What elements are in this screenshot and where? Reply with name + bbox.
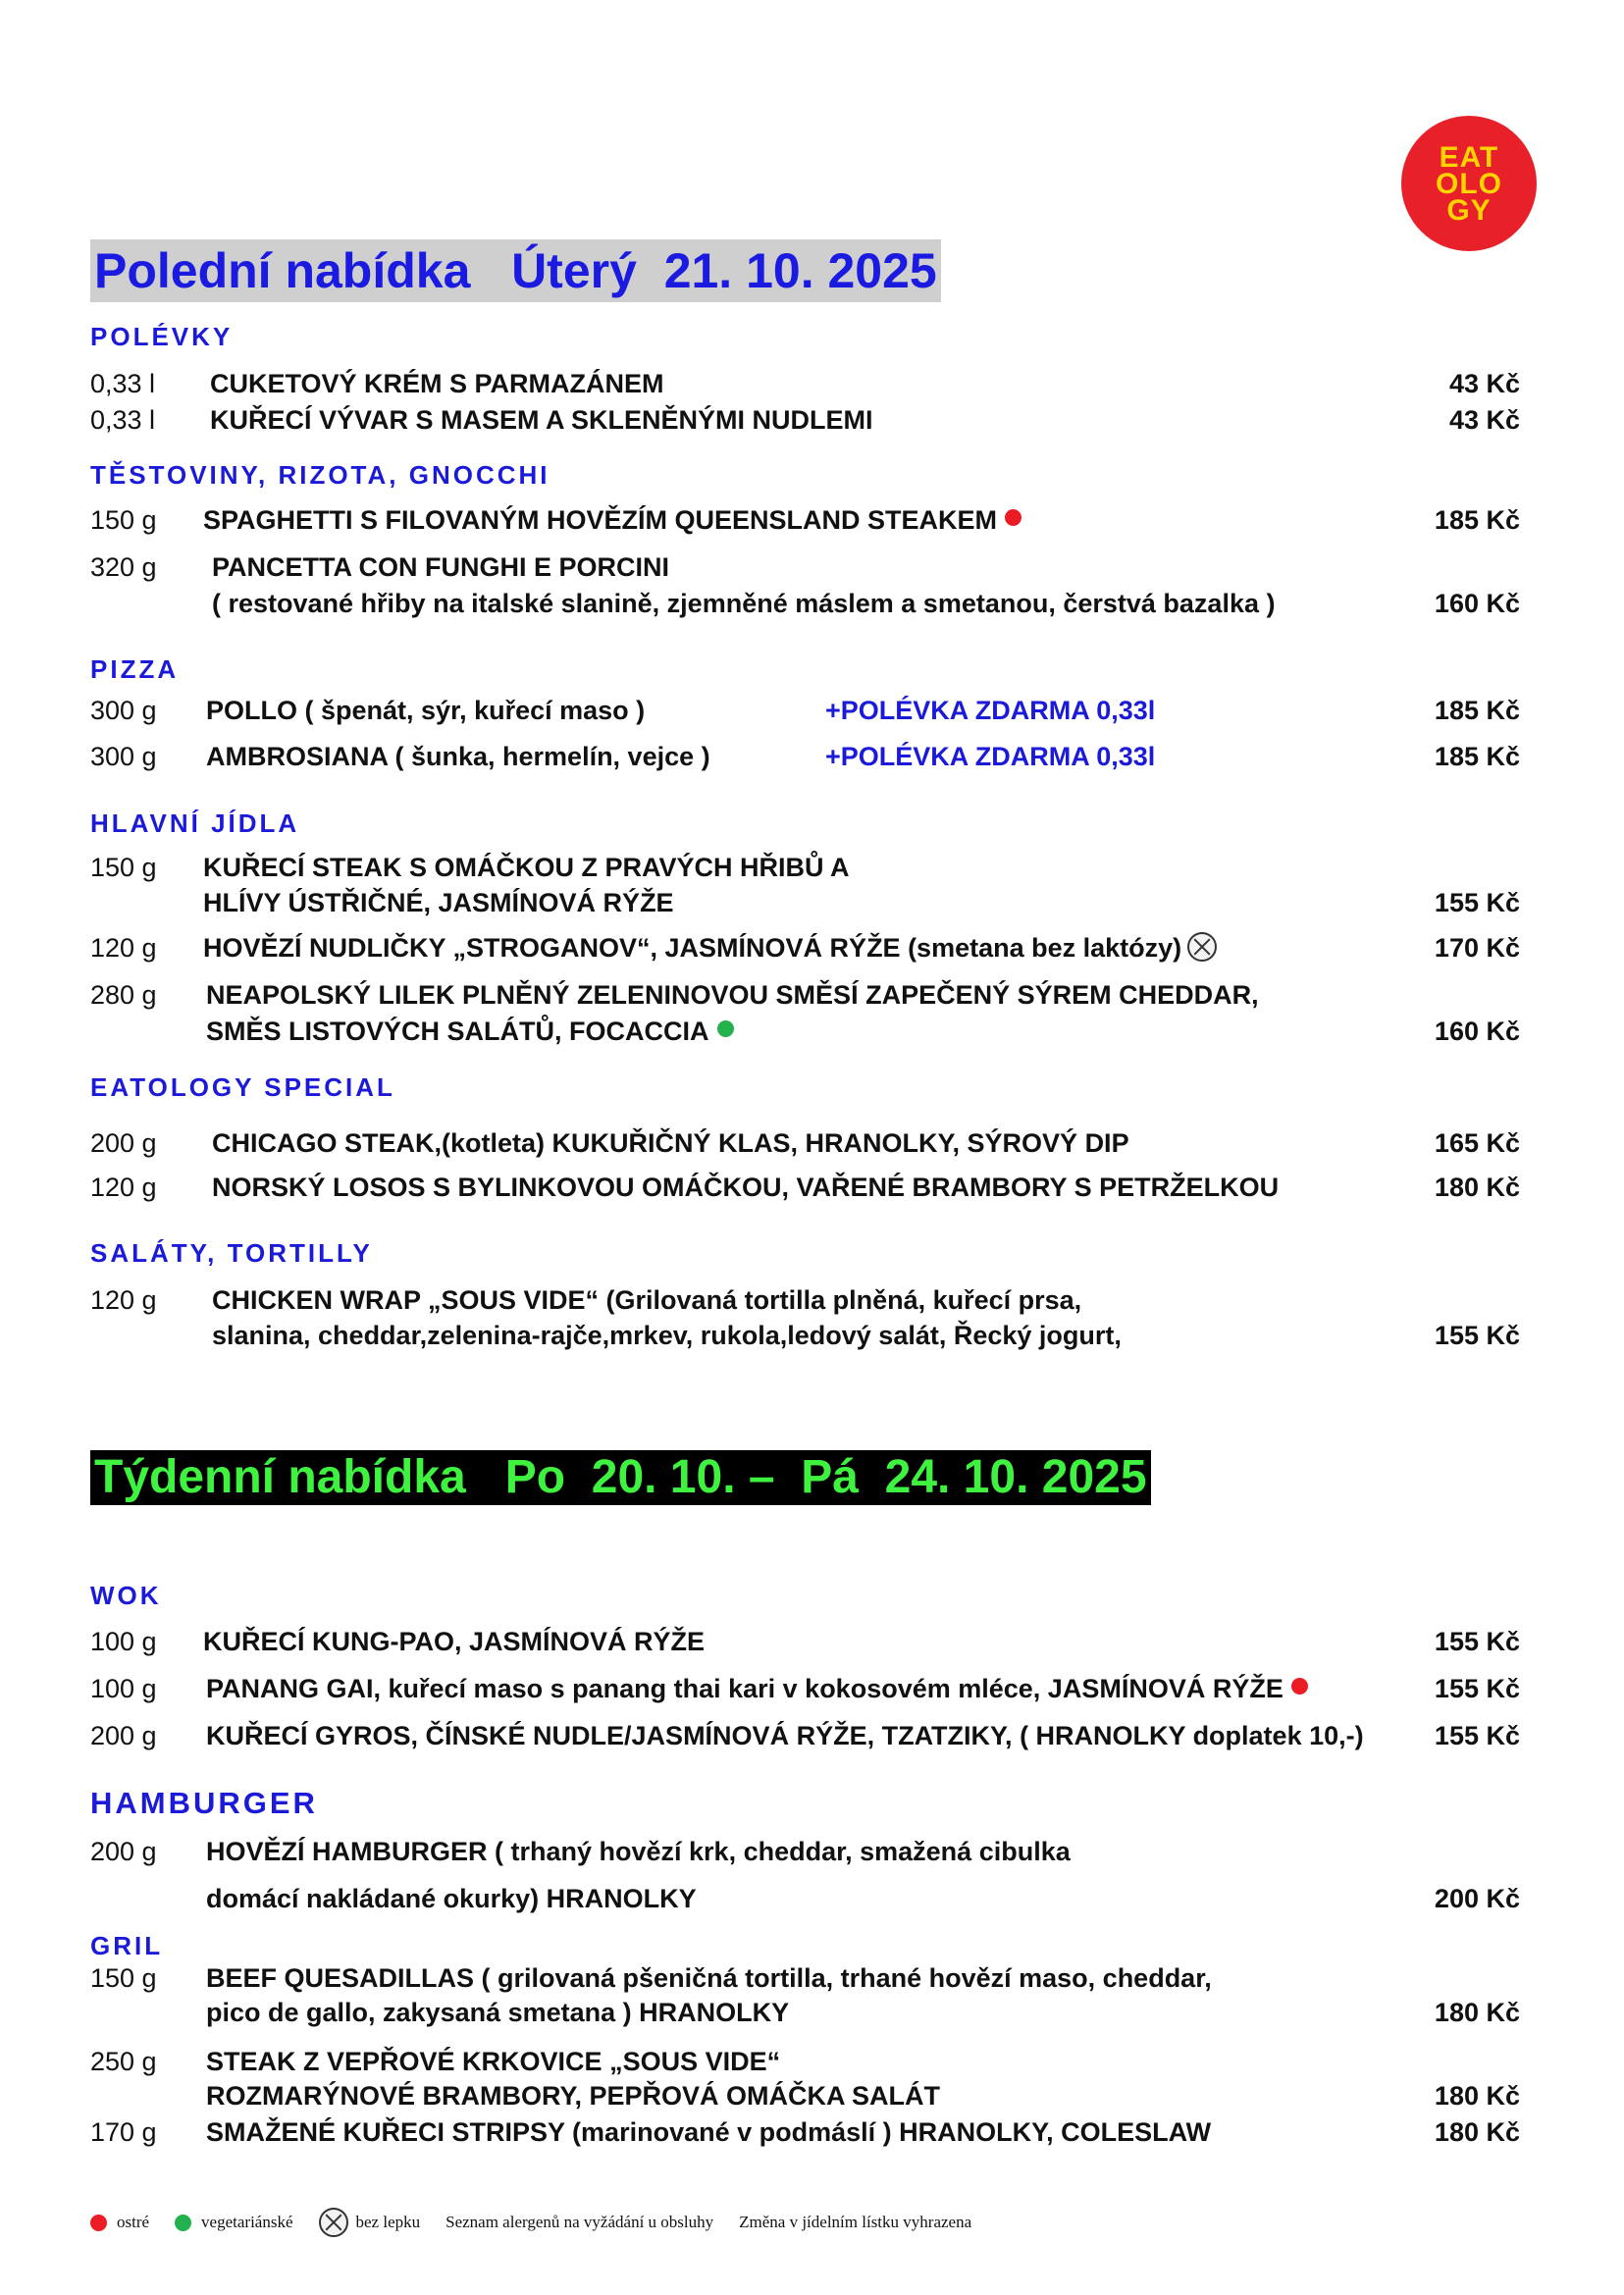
gluten-free-icon — [319, 2208, 348, 2237]
item-weight: 200 g — [90, 1128, 157, 1158]
legend — [90, 2208, 997, 2237]
item-name-cont: ROZMARÝNOVÉ BRAMBORY, PEPŘOVÁ OMÁČKA SALÁT — [206, 2081, 941, 2111]
spicy-dot-icon — [90, 2215, 107, 2231]
legend-vegetarian: vegetariánské — [201, 2213, 293, 2231]
section-eatology-special: EATOLOGY SPECIAL — [90, 1072, 395, 1102]
item-row — [206, 1016, 734, 1047]
item-price: 180 Kč — [1434, 2117, 1520, 2147]
vegetarian-dot-icon — [717, 1020, 734, 1037]
weekly-menu-title: Týdenní nabídka Po 20. 10. – Pá 24. 10. 2025 — [90, 1450, 1151, 1505]
item-row — [203, 504, 1022, 536]
item-name: PANCETTA CON FUNGHI E PORCINI — [212, 552, 670, 582]
legend-allergens: Seznam alergenů na vyžádání u obsluhy — [445, 2213, 714, 2231]
legend-spicy: ostré — [117, 2213, 150, 2231]
item-name: SMAŽENÉ KUŘECI STRIPSY (marinované v podmáslí ) HRANOLKY, COLESLAW — [206, 2117, 1212, 2147]
item-name: PANANG GAI, kuřecí maso s panang thai kari v kokosovém mléce, JASMÍNOVÁ RÝŽE — [206, 1674, 1283, 1703]
item-description: ( restované hřiby na italské slanině, zjemněné máslem a smetanou, čerstvá bazalka ) — [212, 589, 1276, 618]
item-name-cont: HLÍVY ÚSTŘIČNÉ, JASMÍNOVÁ RÝŽE — [203, 888, 674, 917]
item-name: KUŘECÍ STEAK S OMÁČKOU Z PRAVÝCH HŘIBŮ A — [203, 853, 850, 882]
item-name: KUŘECÍ KUNG-PAO, JASMÍNOVÁ RÝŽE — [203, 1627, 706, 1656]
daily-menu-title: Polední nabídka Úterý 21. 10. 2025 — [90, 239, 941, 302]
item-weight: 170 g — [90, 2117, 157, 2147]
item-name: CHICKEN WRAP „SOUS VIDE“ (Grilovaná tortilla plněná, kuřecí prsa, — [212, 1285, 1082, 1315]
item-price: 180 Kč — [1434, 2081, 1520, 2111]
item-weight: 320 g — [90, 552, 157, 582]
legend-gluten-free: bez lepku — [355, 2213, 421, 2231]
item-weight: 120 g — [90, 1173, 157, 1202]
item-name: NORSKÝ LOSOS S BYLINKOVOU OMÁČKOU, VAŘENÉ BRAMBORY S PETRŽELKOU — [212, 1173, 1280, 1202]
item-price: 185 Kč — [1434, 742, 1520, 771]
section-wok: WOK — [90, 1581, 162, 1610]
free-soup-note: +POLÉVKA ZDARMA 0,33l — [825, 696, 1156, 725]
spicy-dot-icon — [1005, 509, 1022, 526]
section-main-dishes: HLAVNÍ JÍDLA — [90, 808, 300, 838]
item-name: HOVĚZÍ NUDLIČKY „STROGANOV“, JASMÍNOVÁ RÝŽE (smetana bez laktózy) — [203, 933, 1182, 963]
item-weight: 200 g — [90, 1721, 157, 1750]
item-row — [206, 1673, 1308, 1704]
legend-menu-change: Změna v jídelním lístku vyhrazena — [739, 2213, 972, 2231]
item-weight: 100 g — [90, 1674, 157, 1703]
item-name: HOVĚZÍ HAMBURGER ( trhaný hovězí krk, cheddar, smažená cibulka — [206, 1837, 1071, 1866]
item-price: 155 Kč — [1434, 1721, 1520, 1750]
item-name: CHICAGO STEAK,(kotleta) KUKUŘIČNÝ KLAS, HRANOLKY, SÝROVÝ DIP — [212, 1128, 1129, 1158]
item-price: 165 Kč — [1434, 1128, 1520, 1158]
free-soup-note: +POLÉVKA ZDARMA 0,33l — [825, 742, 1156, 771]
vegetarian-dot-icon — [175, 2215, 191, 2231]
section-salads: SALÁTY, TORTILLY — [90, 1238, 373, 1268]
item-price: 155 Kč — [1434, 1674, 1520, 1703]
section-hamburger: HAMBURGER — [90, 1786, 318, 1820]
item-name: BEEF QUESADILLAS ( grilovaná pšeničná tortilla, trhané hovězí maso, cheddar, — [206, 1963, 1212, 1993]
item-name: KUŘECÍ VÝVAR S MASEM A SKLENĚNÝMI NUDLEMI — [210, 405, 873, 435]
item-name: STEAK Z VEPŘOVÉ KRKOVICE „SOUS VIDE“ — [206, 2047, 781, 2076]
spicy-dot-icon — [1291, 1678, 1308, 1695]
item-weight: 150 g — [90, 505, 157, 535]
section-pizza: PIZZA — [90, 654, 180, 684]
item-weight: 120 g — [90, 1285, 157, 1315]
item-name: AMBROSIANA ( šunka, hermelín, vejce ) — [206, 742, 710, 771]
item-weight: 250 g — [90, 2047, 157, 2076]
item-weight: 150 g — [90, 853, 157, 882]
item-weight: 200 g — [90, 1837, 157, 1866]
item-name-cont: domácí nakládané okurky) HRANOLKY — [206, 1884, 697, 1913]
logo-text-2: OLO — [1436, 167, 1502, 200]
item-weight: 300 g — [90, 742, 157, 771]
item-name: POLLO ( špenát, sýr, kuřecí maso ) — [206, 696, 646, 725]
item-name: SPAGHETTI S FILOVANÝM HOVĚZÍM QUEENSLAND STEAKEM — [203, 505, 998, 535]
gluten-free-icon — [1187, 932, 1217, 962]
item-weight: 280 g — [90, 980, 157, 1010]
item-weight: 120 g — [90, 933, 157, 963]
item-price: 185 Kč — [1434, 505, 1520, 535]
item-weight: 300 g — [90, 696, 157, 725]
item-weight: 150 g — [90, 1963, 157, 1993]
item-price: 180 Kč — [1434, 1173, 1520, 1202]
item-weight: 0,33 l — [90, 405, 156, 435]
item-weight: 0,33 l — [90, 369, 156, 398]
section-pasta: TĚSTOVINY, RIZOTA, GNOCCHI — [90, 460, 550, 490]
item-price: 185 Kč — [1434, 696, 1520, 725]
eatology-logo — [1401, 116, 1537, 251]
item-price: 155 Kč — [1434, 1321, 1520, 1350]
item-name: CUKETOVÝ KRÉM S PARMAZÁNEM — [210, 369, 664, 398]
item-price: 160 Kč — [1434, 589, 1520, 618]
item-weight: 100 g — [90, 1627, 157, 1656]
item-name: NEAPOLSKÝ LILEK PLNĚNÝ ZELENINOVOU SMĚSÍ ZAPEČENÝ SÝREM CHEDDAR, — [206, 980, 1259, 1010]
item-price: 170 Kč — [1434, 933, 1520, 963]
item-price: 43 Kč — [1448, 405, 1520, 435]
item-name-cont: pico de gallo, zakysaná smetana ) HRANOLKY — [206, 1998, 790, 2027]
logo-text-1: EAT — [1439, 140, 1499, 174]
logo-text-3: GY — [1446, 193, 1492, 227]
item-price: 43 Kč — [1448, 369, 1520, 398]
item-row — [203, 932, 1217, 964]
item-name: KUŘECÍ GYROS, ČÍNSKÉ NUDLE/JASMÍNOVÁ RÝŽE, TZATZIKY, ( HRANOLKY doplatek 10,-) — [206, 1721, 1364, 1750]
item-price: 160 Kč — [1434, 1017, 1520, 1046]
item-price: 155 Kč — [1434, 888, 1520, 917]
item-price: 200 Kč — [1434, 1884, 1520, 1913]
item-price: 180 Kč — [1434, 1998, 1520, 2027]
section-soups: POLÉVKY — [90, 322, 234, 351]
item-name-cont: SMĚS LISTOVÝCH SALÁTŮ, FOCACCIA — [206, 1017, 709, 1046]
section-grill: GRIL — [90, 1931, 164, 1960]
item-price: 155 Kč — [1434, 1627, 1520, 1656]
item-name-cont: slanina, cheddar,zelenina-rajče,mrkev, rukola,ledový salát, Řecký jogurt, — [212, 1321, 1122, 1350]
